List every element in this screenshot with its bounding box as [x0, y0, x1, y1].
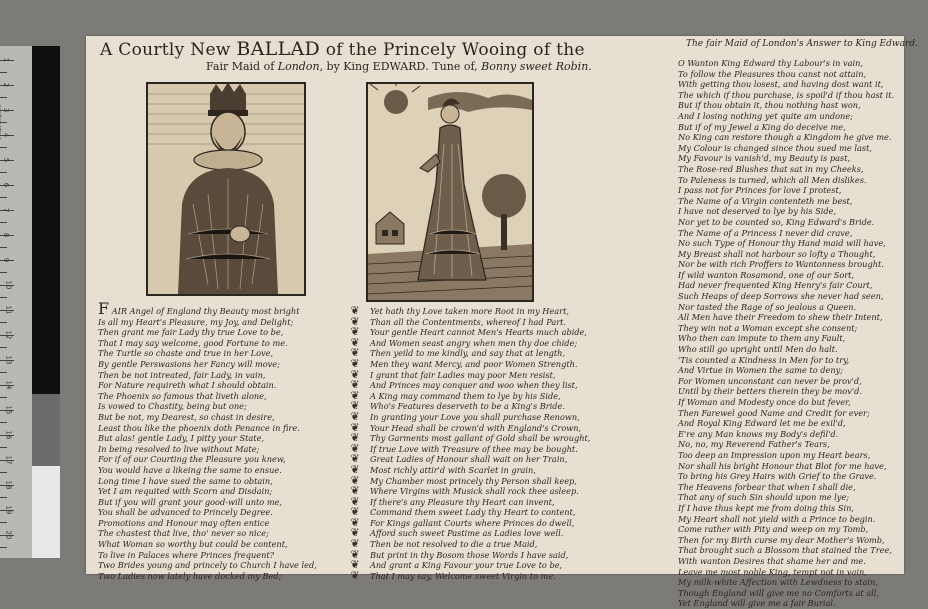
- verse-line: Such Heaps of deep Sorrows she never had seen,: [678, 291, 884, 302]
- verse-line: My Colour is changed since thou sued me last,: [678, 142, 872, 153]
- maid-scene-icon: [368, 84, 532, 300]
- verse-line: If there's any Pleasure thy Heart can invent,: [370, 496, 555, 507]
- verse-line: The Name of a Princess I never did crave,: [678, 227, 853, 238]
- verse-line: Yet I am requited with Scorn and Disdain;: [98, 486, 273, 497]
- verse-line: All Men have their Freedom to shew their Intent,: [678, 312, 883, 323]
- verse-line: Promotions and Honour may often entice: [98, 517, 270, 528]
- ruler-number: 2: [2, 82, 11, 88]
- verse-line: Then be not intreated, fair Lady, in vain,: [98, 369, 266, 380]
- verse-line: Yet hath thy Love taken more Root in my Heart,: [370, 306, 569, 316]
- fleuron-icon: ❦: [350, 484, 360, 498]
- verse-line: With wanton Desires that shame her and me.: [678, 555, 866, 566]
- ruler-number: 15: [4, 405, 13, 415]
- ruler-half-tick: [0, 247, 7, 248]
- ballad-column-2: [370, 306, 610, 581]
- ruler-half-tick: [0, 447, 7, 448]
- ruler-number: 1: [2, 57, 11, 63]
- verse-line: Nor shall his bright Honour that Blot for me have,: [678, 460, 887, 471]
- verse-line: I grant that fair Ladies may poor Men resist,: [370, 369, 556, 380]
- verse-line: Then for my Birth curse my dear Mother's Womb,: [678, 534, 885, 545]
- verse-line: And Virtue in Women the same to deny;: [678, 365, 843, 376]
- fleuron-icon: ❦: [350, 325, 360, 339]
- verse-line: Command them sweet Lady thy Heart to content,: [370, 507, 576, 518]
- verse-line: For Nature requireth what I should obtain.: [98, 380, 277, 391]
- verse-line: No King can restore though a Kingdom he give me.: [678, 132, 892, 143]
- verse-line: But be not, my Dearest, so chast in desire,: [98, 411, 275, 422]
- verse-line: For Kings gallant Courts where Princes do dwell,: [370, 517, 575, 528]
- verse-line: Most richly attir'd with Scarlet in grain,: [370, 464, 536, 475]
- verse-line: Two Brides young and princely to Church I have led,: [98, 560, 317, 571]
- fleuron-icon: ❦: [350, 537, 360, 551]
- verse-line: Great Ladies of Honour shall wait on her Train,: [370, 454, 568, 465]
- verse-line: Where Virgins with Musick shall rock thee asleep.: [370, 486, 579, 497]
- ruler-number: 18: [4, 480, 13, 490]
- ruler-half-tick: [0, 197, 7, 198]
- verse-line: That any of such Sin should upon me lye;: [678, 492, 850, 503]
- ruler-number: 3: [2, 107, 11, 113]
- ballad-title: [100, 38, 660, 60]
- ruler-number: 10: [4, 280, 13, 290]
- verse-line: That I may say welcome, good Fortune to me.: [98, 337, 288, 348]
- verse-line: Afford such sweet Pastime as Ladies love well.: [370, 528, 564, 539]
- ruler-number: 13: [4, 355, 13, 365]
- ruler-number: 17: [4, 455, 13, 465]
- verse-line: Yet England will give me a fair Burial.: [678, 598, 836, 609]
- verse-line: For if of our Courting the Pleasure you knew,: [98, 454, 286, 465]
- answer-title: The fair Maid of London's Answer to King Edward.: [686, 39, 918, 49]
- verse-line: Who still go upright until Men do halt.: [678, 344, 838, 355]
- fleuron-icon: ❦: [350, 409, 360, 423]
- verse-line: Than all the Contentments, whereof I had Part.: [370, 316, 567, 327]
- ballad-subtitle: [206, 60, 592, 73]
- verse-line: The Name of a Virgin contenteth me best,: [678, 195, 853, 206]
- verse-line: Leave me most noble King, tempt not in vain,: [678, 566, 867, 577]
- ornament-divider: [348, 304, 362, 582]
- verse-line: That brought such a Blossom that stained the Tree,: [678, 545, 892, 556]
- verse-line: Had never frequented King Henry's fair Court,: [678, 280, 873, 291]
- ruler-half-tick: [0, 122, 7, 123]
- verse-line: By gentle Perswasions her Fancy will move;: [98, 358, 280, 369]
- ruler-half-tick: [0, 397, 7, 398]
- verse-line: But if thou obtain it, thou nothing hast won,: [678, 100, 861, 111]
- verse-line: Then Farewel good Name and Credit for ever;: [678, 407, 870, 418]
- title-ballad-word: BALLAD: [236, 38, 321, 60]
- fleuron-icon: ❦: [350, 462, 360, 476]
- verse-line: The Heavens forbear that when I shall die,: [678, 481, 856, 492]
- ruler-half-tick: [0, 372, 7, 373]
- ruler-number: 19: [4, 505, 13, 515]
- verse-line: No such Type of Honour thy Hand maid will have,: [678, 238, 886, 249]
- fair-maid-woodcut: [366, 82, 534, 302]
- subtitle-d: EDWARD: [372, 60, 426, 73]
- verse-line: Is vowed to Chastity, being but one;: [98, 401, 247, 412]
- ruler-half-tick: [0, 497, 7, 498]
- verse-line: Who then can impute to them any Fault,: [678, 333, 846, 344]
- verse-line: For Women unconstant can never be prov'd,: [678, 375, 862, 386]
- ruler-half-tick: [0, 472, 7, 473]
- verse-line: I have not deserved to lye by his Side,: [678, 206, 837, 217]
- fleuron-icon: ❦: [350, 314, 360, 328]
- ruler-half-tick: [0, 147, 7, 148]
- verse-line: 'Tis counted a Kindness in Men for to try,: [678, 354, 850, 365]
- ruler-half-tick: [0, 522, 7, 523]
- verse-line: My Heart shall not yield with a Prince to begin.: [678, 513, 876, 524]
- verse-line: I pass not for Princes for love I protest,: [678, 185, 842, 196]
- subtitle-e: . Tune of,: [425, 60, 482, 73]
- verse-line: Long time I have sued the same to obtain,: [98, 475, 273, 486]
- ruler-half-tick: [0, 72, 7, 73]
- verse-line: Then yeild to me kindly, and say that at length,: [370, 348, 566, 359]
- title-part-2: of the Princely Wooing of the: [320, 40, 585, 60]
- verse-line: And grant a King Favour your true Love to be,: [370, 560, 563, 571]
- verse-line: Men they want Mercy, and poor Women Strength.: [370, 358, 578, 369]
- fleuron-icon: ❦: [350, 304, 360, 317]
- fleuron-icon: ❦: [350, 452, 360, 466]
- ruler-number: 6: [2, 182, 11, 188]
- verse-line: They win not a Woman except she consent;: [678, 322, 858, 333]
- ruler-half-tick: [0, 97, 7, 98]
- verse-line: Two Ladies now lately have docked my Bed;: [98, 570, 282, 581]
- verse-line: Least thou like the phoenix doth Penance in fire.: [98, 422, 300, 433]
- verse-line: Nor tasted the Rage of so jealous a Queen.: [678, 301, 857, 312]
- verse-line: If Woman and Modesty once do but fever,: [678, 397, 851, 407]
- verse-line: The Phoenix so famous that liveth alone,: [98, 390, 267, 401]
- verse-line: My Chamber most princely thy Person shall keep,: [370, 475, 577, 486]
- ruler-number: 7: [2, 207, 11, 213]
- verse-line: If I have thus kept me from doing this Sin,: [678, 502, 854, 513]
- fleuron-icon: ❦: [350, 526, 360, 540]
- fleuron-icon: ❦: [350, 399, 360, 413]
- verse-line: You would have a likeing the same to ensue.: [98, 464, 282, 475]
- color-calibration-strip: [32, 46, 60, 558]
- verse-line: But alas! gentle Lady, I pitty your State,: [98, 433, 265, 444]
- ruler-half-tick: [0, 322, 7, 323]
- subtitle-b: London: [277, 60, 320, 73]
- fleuron-icon: ❦: [350, 441, 360, 455]
- subtitle-f: Bonny sweet Robin.: [481, 60, 592, 73]
- ruler-number: 20: [4, 530, 13, 540]
- verse-line: Nor be with rich Proffers to Wantonness brought.: [678, 259, 884, 270]
- drop-cap-f: F: [98, 299, 110, 318]
- fleuron-icon: ❦: [350, 494, 360, 508]
- verse-line: Who's Features deserveth to be a King's Bride.: [370, 401, 565, 412]
- king-portrait-icon: [148, 84, 304, 294]
- ruler-number: 16: [4, 430, 13, 440]
- verse-line: Nor yet to be counted so, King Edward's Bride.: [678, 216, 875, 227]
- ruler-half-tick: [0, 272, 7, 273]
- verse-line: O Wanton King Edward thy Labour's in vain,: [678, 58, 864, 68]
- ballad-broadside: [86, 36, 918, 609]
- verse-line: Thy Garments most gallant of Gold shall be wrought,: [370, 433, 591, 444]
- fleuron-icon: ❦: [350, 505, 360, 519]
- verse-line: That I may say, Welcome sweet Virgin to me.: [370, 570, 556, 581]
- verse-line: To follow the Pleasures thou canst not attain,: [678, 68, 867, 79]
- verse-line: The chastest that live, tho' never so nice;: [98, 528, 269, 539]
- fleuron-icon: ❦: [350, 547, 360, 561]
- verse-line: In being resolved to live without Mate;: [98, 443, 260, 454]
- verse-line: E're any Man knows my Body's defil'd.: [678, 428, 839, 439]
- verse-line: My Favour is vanish'd, my Beauty is past,: [678, 153, 851, 164]
- verse-line: Though England will give me no Comforts at all,: [678, 587, 879, 598]
- king-edward-woodcut: [146, 82, 306, 296]
- verse-line: My Breast shall not harbour so lofty a Thought,: [678, 248, 876, 259]
- verse-line: Then grant me fair Lady thy true Love to be,: [98, 327, 284, 338]
- verse-line: You shall be advanced to Princely Degree.: [98, 507, 273, 518]
- verse-line: Your gentle Heart cannot Men's Hearts much abide,: [370, 327, 587, 338]
- ruler-number: 4: [2, 132, 11, 138]
- ruler-number: 11: [4, 305, 13, 315]
- verse-line: The Rose-red Blushes that sat in my Cheeks,: [678, 163, 864, 174]
- fleuron-icon: ❦: [350, 431, 360, 445]
- verse-line: Come rather with Pity and weep on my Tomb,: [678, 524, 869, 535]
- ruler-number: 8: [2, 232, 11, 238]
- fleuron-icon: ❦: [350, 367, 360, 381]
- ruler-number: 5: [2, 157, 11, 163]
- fleuron-icon: ❦: [350, 515, 360, 529]
- title-part-1: A Courtly New: [100, 40, 237, 60]
- fleuron-icon: ❦: [350, 420, 360, 434]
- ruler-half-tick: [0, 422, 7, 423]
- fleuron-icon: ❦: [350, 335, 360, 349]
- fleuron-icon: ❦: [350, 473, 360, 487]
- ballad-column-1: [98, 299, 348, 581]
- verse-line: In granting your Love you shall purchase Renown,: [370, 411, 580, 422]
- verse-line: To Paleness is turned, which all Men dislikes.: [678, 174, 867, 185]
- fleuron-icon: ❦: [350, 568, 360, 582]
- verse-line: AIR Angel of England thy Beauty most bright: [111, 306, 300, 316]
- verse-line: Until by their betters therein they be mov'd.: [678, 386, 862, 397]
- subtitle-c: , by King: [319, 60, 373, 73]
- fleuron-icon: ❦: [350, 558, 360, 572]
- ruler-half-tick: [0, 222, 7, 223]
- verse-line: Then be not resolved to die a true Maid,: [370, 539, 538, 550]
- verse-line: And I losing nothing yet quite am undone;: [678, 110, 853, 121]
- ruler-number: 12: [4, 330, 13, 340]
- verse-line: Too deep an Impression upon my Heart bears,: [678, 449, 871, 460]
- verse-line: Is all my Heart's Pleasure, my Joy, and Delight;: [98, 316, 294, 327]
- verse-line: The Turtle so chaste and true in her Love,: [98, 348, 274, 359]
- ruler-number: 9: [2, 257, 11, 263]
- verse-line: And Women seast angry when men thy doe chide;: [370, 337, 578, 348]
- ruler-number: 14: [4, 380, 13, 390]
- verse-line: And Princes may conquer and woo when they list,: [370, 380, 578, 391]
- verse-line: To bring his Grey Hairs with Grief to the Grave.: [678, 471, 877, 482]
- verse-line: The which if thou purchase, is spoil'd if thou hast it.: [678, 89, 895, 100]
- verse-line: My milk-white Affection with Lewdness to stain,: [678, 577, 878, 588]
- subtitle-a: Fair Maid of: [206, 60, 278, 73]
- verse-line: But print in thy Bosom those Words I have said,: [370, 549, 569, 560]
- ruler-half-tick: [0, 347, 7, 348]
- ruler-half-tick: [0, 547, 7, 548]
- verse-line: A King may command them to lye by his Side,: [370, 390, 561, 401]
- verse-line: To live in Palaces where Princes frequent?: [98, 549, 275, 560]
- ruler-half-tick: [0, 172, 7, 173]
- verse-line: If wild wanton Rosamond, one of our Sort,: [678, 269, 855, 280]
- fleuron-icon: ❦: [350, 346, 360, 360]
- verse-line: With getting thou losest, and having dost want it,: [678, 79, 884, 90]
- fleuron-icon: ❦: [350, 378, 360, 392]
- ballad-column-3: [678, 58, 904, 609]
- measuring-ruler: [0, 46, 33, 558]
- verse-line: But if of my Jewel a King do deceive me,: [678, 121, 846, 132]
- fleuron-icon: ❦: [350, 356, 360, 370]
- verse-line: But if you will grant your good-will unto me,: [98, 496, 283, 507]
- ruler-half-tick: [0, 297, 7, 298]
- verse-line: What Woman so worthy but could be content,: [98, 539, 288, 550]
- verse-line: And Royal King Edward let me be exil'd,: [678, 418, 846, 429]
- verse-line: Your Head shall be crown'd with England's Crown,: [370, 422, 582, 433]
- verse-line: No, no, my Reverend Father's Tears,: [678, 439, 830, 450]
- fleuron-icon: ❦: [350, 388, 360, 402]
- verse-line: If true Love with Treasure of thee may be bought.: [370, 443, 578, 454]
